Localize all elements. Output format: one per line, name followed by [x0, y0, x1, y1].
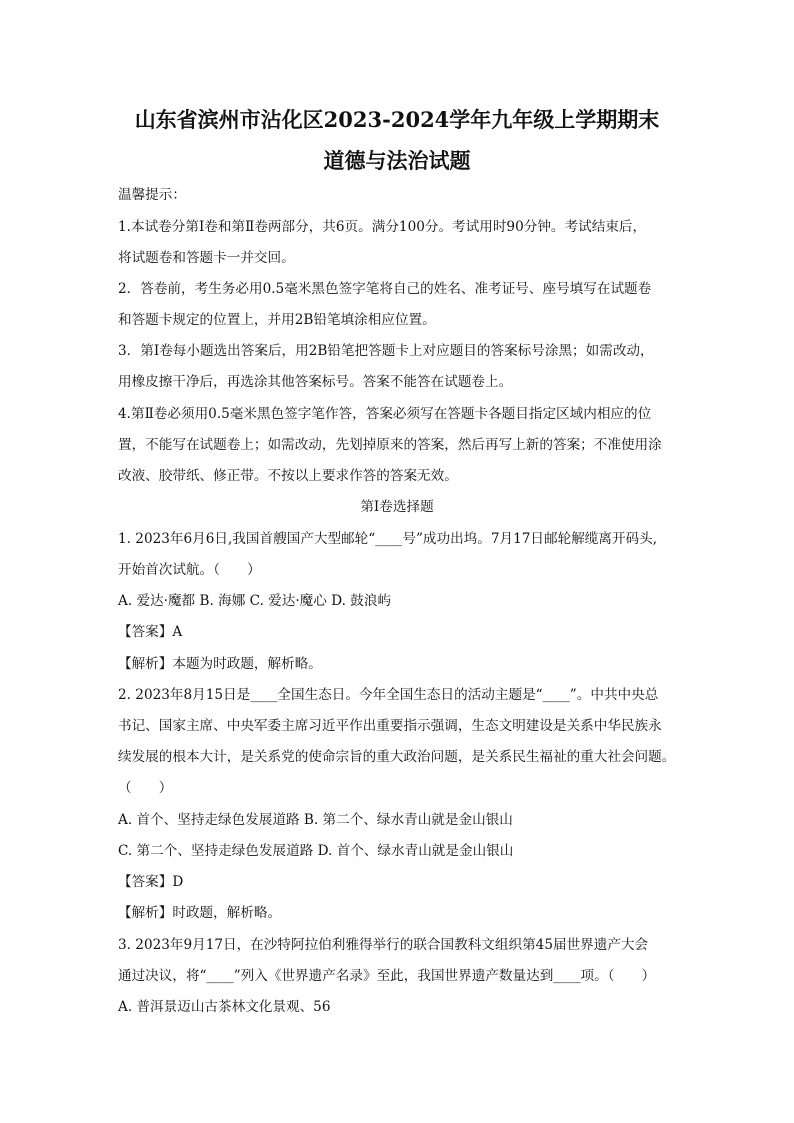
notice-line: 改液、胶带纸、修正带。不按以上要求作答的答案无效。	[118, 468, 458, 484]
q2-analysis: 【解析】时政题，解析略。	[118, 905, 282, 921]
notice-line: 4.第Ⅱ卷必须用0.5毫米黑色签字笔作答，答案必须写在答题卡各题目指定区域内相应的位	[118, 406, 652, 422]
q3-stem: 3. 2023年9月17日，在沙特阿拉伯利雅得举行的联合国教科文组织第45届世界遗产大会	[118, 937, 649, 953]
q1-stem: 1. 2023年6月6日,我国首艘国产大型邮轮“____号”成功出坞。7月17日邮轮解缆离开码头,	[118, 531, 658, 547]
section-title: 第Ⅰ卷选择题	[360, 499, 434, 515]
notice-line: 和答题卡规定的位置上，并用2B铅笔填涂相应位置。	[118, 312, 436, 328]
page-subtitle: 道德与法治试题	[323, 148, 471, 173]
q1-answer: 【答案】A	[118, 624, 183, 640]
notice-line: 置，不能写在试题卷上；如需改动，先划掉原来的答案，然后再写上新的答案；不准使用涂	[118, 437, 662, 453]
q2-stem: （ ）	[118, 780, 173, 796]
page-title: 山东省滨州市沾化区2023-2024学年九年级上学期期末	[134, 107, 660, 132]
q2-answer: 【答案】D	[118, 874, 184, 890]
q3-option: A. 普洱景迈山古茶林文化景观、56	[118, 999, 331, 1015]
q2-stem: 2. 2023年8月15日是____全国生态日。今年全国生态日的活动主题是“____”。中共中央总	[118, 687, 659, 703]
q1-stem: 开始首次试航。（ ）	[118, 562, 261, 578]
q1-options: A. 爱达·魔都 B. 海娜 C. 爱达·魔心 D. 鼓浪屿	[118, 593, 392, 609]
notice-heading: 温馨提示：	[118, 187, 186, 203]
notice-line: 1.本试卷分第Ⅰ卷和第Ⅱ卷两部分，共6页。满分100分。考试用时90分钟。考试结束后，	[118, 219, 647, 235]
q2-stem: 书记、国家主席、中央军委主席习近平作出重要指示强调，生态文明建设是关系中华民族永	[118, 718, 662, 734]
notice-line: 3．第Ⅰ卷每小题选出答案后，用2B铅笔把答题卡上对应题目的答案标号涂黑；如需改动，	[118, 343, 654, 359]
notice-line: 2．答卷前，考生务必用0.5毫米黑色签字笔将自己的姓名、准考证号、座号填写在试题卷	[118, 281, 652, 297]
notice-line: 用橡皮擦干净后，再选涂其他答案标号。答案不能答在试题卷上。	[118, 374, 513, 390]
q2-options: C. 第二个、坚持走绿色发展道路 D. 首个、绿水青山就是金山银山	[118, 843, 514, 859]
q1-analysis: 【解析】本题为时政题，解析略。	[118, 656, 322, 672]
notice-line: 将试题卷和答题卡一并交回。	[118, 250, 295, 266]
q2-options: A. 首个、坚持走绿色发展道路 B. 第二个、绿水青山就是金山银山	[118, 812, 513, 828]
q3-stem: 通过决议，将“____”列入《世界遗产名录》至此，我国世界遗产数量达到____项。（ ）	[118, 968, 656, 984]
q2-stem: 续发展的根本大计，是关系党的使命宗旨的重大政治问题，是关系民生福祉的重大社会问题。	[118, 749, 676, 765]
